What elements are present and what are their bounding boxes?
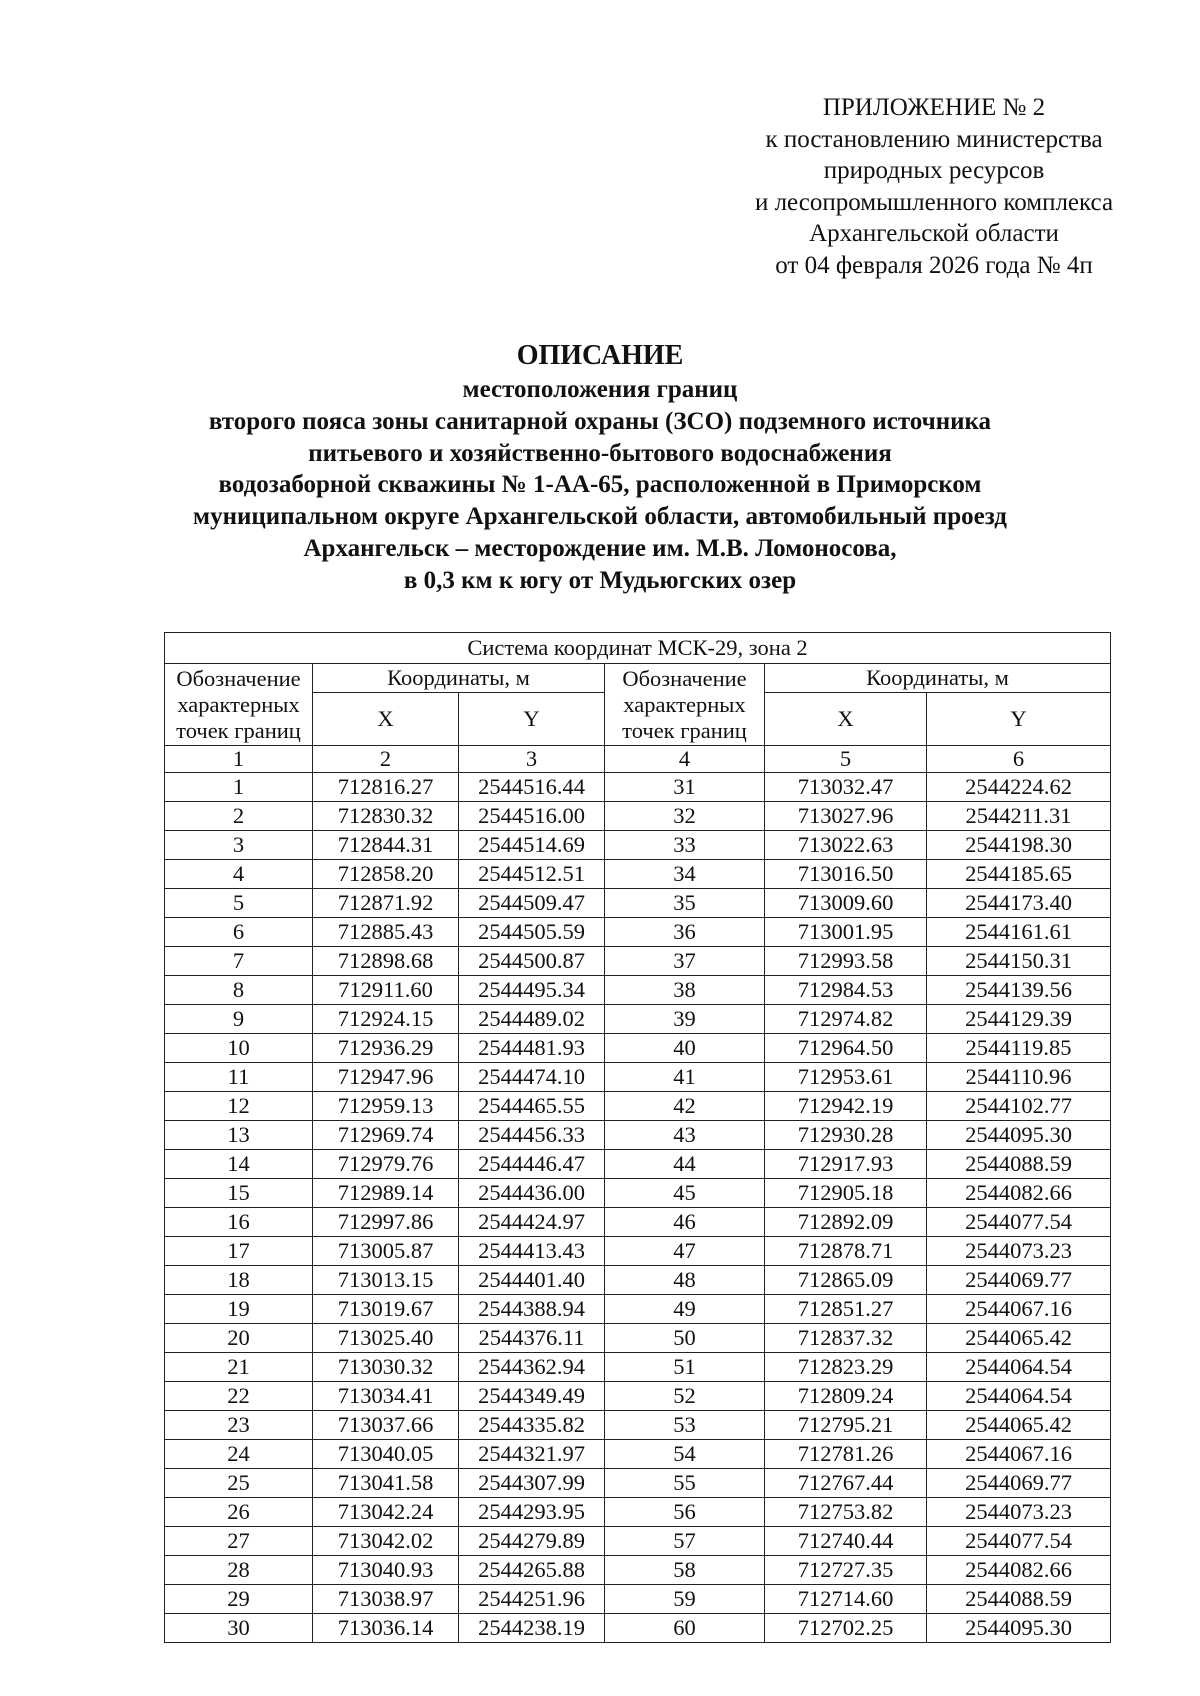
x-coordinate-cell: 712911.60 <box>313 976 459 1005</box>
point-id-cell: 11 <box>165 1063 313 1092</box>
y-coordinate-cell: 2544065.42 <box>927 1411 1111 1440</box>
title-line: питьевого и хозяйственно-бытового водоснабжения <box>308 439 892 467</box>
point-id-cell: 32 <box>605 802 765 831</box>
x-coordinate-cell: 712727.35 <box>765 1556 927 1585</box>
point-id-cell: 41 <box>605 1063 765 1092</box>
point-id-cell: 59 <box>605 1585 765 1614</box>
column-number: 3 <box>459 746 605 773</box>
x-coordinate-cell: 712781.26 <box>765 1440 927 1469</box>
appendix-line: Архангельской области <box>809 220 1059 248</box>
point-id-cell: 7 <box>165 947 313 976</box>
point-id-cell: 6 <box>165 918 313 947</box>
title-line: муниципальном округе Архангельской области, автомобильный проезд <box>193 503 1007 531</box>
x-coordinate-cell: 712898.68 <box>313 947 459 976</box>
point-id-cell: 48 <box>605 1266 765 1295</box>
table-row <box>165 1295 1111 1324</box>
point-id-cell: 57 <box>605 1527 765 1556</box>
point-id-cell: 40 <box>605 1034 765 1063</box>
y-coordinate-cell: 2544064.54 <box>927 1353 1111 1382</box>
column-number: 4 <box>605 746 765 773</box>
x-coordinate-cell: 712905.18 <box>765 1179 927 1208</box>
point-id-cell: 2 <box>165 802 313 831</box>
x-coordinate-cell: 713025.40 <box>313 1324 459 1353</box>
x-coordinate-cell: 713037.66 <box>313 1411 459 1440</box>
x-coordinate-cell: 712936.29 <box>313 1034 459 1063</box>
appendix-header <box>700 92 1168 282</box>
y-coordinate-cell: 2544069.77 <box>927 1266 1111 1295</box>
x-coordinate-cell: 712816.27 <box>313 773 459 802</box>
table-row <box>165 918 1111 947</box>
x-coordinate-cell: 712930.28 <box>765 1121 927 1150</box>
point-id-cell: 12 <box>165 1092 313 1121</box>
x-coordinate-cell: 713040.05 <box>313 1440 459 1469</box>
y-coordinate-cell: 2544185.65 <box>927 860 1111 889</box>
point-id-cell: 21 <box>165 1353 313 1382</box>
point-id-cell: 23 <box>165 1411 313 1440</box>
table-row <box>165 1411 1111 1440</box>
y-coordinate-cell: 2544265.88 <box>459 1556 605 1585</box>
point-id-cell: 9 <box>165 1005 313 1034</box>
y-coordinate-cell: 2544067.16 <box>927 1440 1111 1469</box>
point-id-cell: 25 <box>165 1469 313 1498</box>
x-coordinate-cell: 713034.41 <box>313 1382 459 1411</box>
point-id-cell: 55 <box>605 1469 765 1498</box>
table-row <box>165 1324 1111 1353</box>
y-coordinate-cell: 2544161.61 <box>927 918 1111 947</box>
point-id-cell: 5 <box>165 889 313 918</box>
point-id-cell: 30 <box>165 1614 313 1643</box>
y-coordinate-cell: 2544474.10 <box>459 1063 605 1092</box>
x-coordinate-cell: 712892.09 <box>765 1208 927 1237</box>
point-id-cell: 1 <box>165 773 313 802</box>
table-row <box>165 947 1111 976</box>
y-coordinate-cell: 2544095.30 <box>927 1121 1111 1150</box>
point-id-cell: 22 <box>165 1382 313 1411</box>
point-id-cell: 50 <box>605 1324 765 1353</box>
y-coordinate-cell: 2544129.39 <box>927 1005 1111 1034</box>
column-number: 6 <box>927 746 1111 773</box>
point-id-cell: 54 <box>605 1440 765 1469</box>
title-line: в 0,3 км к югу от Мудьюгских озер <box>403 566 797 594</box>
y-coordinate-cell: 2544073.23 <box>927 1498 1111 1527</box>
point-id-cell: 17 <box>165 1237 313 1266</box>
point-id-cell: 4 <box>165 860 313 889</box>
title-heading: ОПИСАНИЕ <box>516 340 684 371</box>
column-number: 1 <box>165 746 313 773</box>
coords-header: Координаты, м <box>765 664 1111 693</box>
y-coordinate-cell: 2544456.33 <box>459 1121 605 1150</box>
table-row <box>165 831 1111 860</box>
x-coordinate-cell: 712767.44 <box>765 1469 927 1498</box>
y-coordinate-cell: 2544465.55 <box>459 1092 605 1121</box>
table-row <box>165 1440 1111 1469</box>
y-coordinate-cell: 2544307.99 <box>459 1469 605 1498</box>
table-row <box>165 1498 1111 1527</box>
appendix-line: природных ресурсов <box>823 157 1045 185</box>
y-coordinate-cell: 2544401.40 <box>459 1266 605 1295</box>
y-coordinate-cell: 2544119.85 <box>927 1034 1111 1063</box>
y-coordinate-cell: 2544321.97 <box>459 1440 605 1469</box>
y-coordinate-cell: 2544077.54 <box>927 1527 1111 1556</box>
point-label-header: Обозначение характерных точек границ <box>165 664 313 746</box>
x-coordinate-cell: 712714.60 <box>765 1585 927 1614</box>
x-coordinate-cell: 712871.92 <box>313 889 459 918</box>
y-coordinate-cell: 2544495.34 <box>459 976 605 1005</box>
x-coordinate-cell: 712844.31 <box>313 831 459 860</box>
y-coordinate-cell: 2544082.66 <box>927 1179 1111 1208</box>
y-coordinate-cell: 2544198.30 <box>927 831 1111 860</box>
x-coordinate-cell: 712997.86 <box>313 1208 459 1237</box>
y-coordinate-cell: 2544279.89 <box>459 1527 605 1556</box>
y-coordinate-cell: 2544150.31 <box>927 947 1111 976</box>
x-coordinate-cell: 713009.60 <box>765 889 927 918</box>
y-coordinate-cell: 2544388.94 <box>459 1295 605 1324</box>
point-label-header: Обозначение характерных точек границ <box>605 664 765 746</box>
x-coordinate-cell: 712858.20 <box>313 860 459 889</box>
x-coordinate-cell: 713001.95 <box>765 918 927 947</box>
y-coordinate-cell: 2544088.59 <box>927 1150 1111 1179</box>
table-row <box>165 1150 1111 1179</box>
x-coordinate-cell: 712993.58 <box>765 947 927 976</box>
y-coordinate-cell: 2544362.94 <box>459 1353 605 1382</box>
table-row <box>165 1092 1111 1121</box>
y-coordinate-cell: 2544436.00 <box>459 1179 605 1208</box>
point-id-cell: 39 <box>605 1005 765 1034</box>
y-coordinate-cell: 2544139.56 <box>927 976 1111 1005</box>
x-coordinate-cell: 712740.44 <box>765 1527 927 1556</box>
x-coordinate-cell: 713042.24 <box>313 1498 459 1527</box>
y-coordinate-cell: 2544077.54 <box>927 1208 1111 1237</box>
appendix-number: ПРИЛОЖЕНИЕ № 2 <box>822 94 1046 121</box>
coords-header: Координаты, м <box>313 664 605 693</box>
point-id-cell: 49 <box>605 1295 765 1324</box>
x-coordinate-cell: 712878.71 <box>765 1237 927 1266</box>
y-coordinate-cell: 2544251.96 <box>459 1585 605 1614</box>
title-line: Архангельск – месторождение им. М.В. Ломоносова, <box>303 534 897 562</box>
coordinate-system-cell: Система координат МСК-29, зона 2 <box>165 633 1111 664</box>
x-coordinate-cell: 713032.47 <box>765 773 927 802</box>
point-id-cell: 19 <box>165 1295 313 1324</box>
x-coordinate-cell: 713005.87 <box>313 1237 459 1266</box>
y-coordinate-cell: 2544088.59 <box>927 1585 1111 1614</box>
x-coordinate-cell: 713042.02 <box>313 1527 459 1556</box>
x-coordinate-cell: 713019.67 <box>313 1295 459 1324</box>
y-coordinate-cell: 2544073.23 <box>927 1237 1111 1266</box>
y-coordinate-cell: 2544293.95 <box>459 1498 605 1527</box>
y-coordinate-cell: 2544082.66 <box>927 1556 1111 1585</box>
table-row <box>165 1556 1111 1585</box>
x-coordinate-cell: 713040.93 <box>313 1556 459 1585</box>
table-system-row <box>165 633 1111 664</box>
point-id-cell: 36 <box>605 918 765 947</box>
table-row <box>165 1179 1111 1208</box>
y-header: Y <box>459 693 605 746</box>
x-coordinate-cell: 712984.53 <box>765 976 927 1005</box>
point-id-cell: 35 <box>605 889 765 918</box>
y-coordinate-cell: 2544516.00 <box>459 802 605 831</box>
appendix-line: и лесопромышленного комплекса <box>754 188 1114 216</box>
y-coordinate-cell: 2544376.11 <box>459 1324 605 1353</box>
point-id-cell: 46 <box>605 1208 765 1237</box>
column-number: 5 <box>765 746 927 773</box>
point-id-cell: 42 <box>605 1092 765 1121</box>
point-id-cell: 53 <box>605 1411 765 1440</box>
point-id-cell: 3 <box>165 831 313 860</box>
y-coordinate-cell: 2544065.42 <box>927 1324 1111 1353</box>
point-id-cell: 56 <box>605 1498 765 1527</box>
table-row <box>165 1121 1111 1150</box>
table-row <box>165 976 1111 1005</box>
x-coordinate-cell: 712979.76 <box>313 1150 459 1179</box>
x-coordinate-cell: 713036.14 <box>313 1614 459 1643</box>
y-coordinate-cell: 2544446.47 <box>459 1150 605 1179</box>
y-coordinate-cell: 2544349.49 <box>459 1382 605 1411</box>
x-coordinate-cell: 712837.32 <box>765 1324 927 1353</box>
y-coordinate-cell: 2544489.02 <box>459 1005 605 1034</box>
point-id-cell: 14 <box>165 1150 313 1179</box>
point-id-cell: 13 <box>165 1121 313 1150</box>
x-coordinate-cell: 713030.32 <box>313 1353 459 1382</box>
table-row <box>165 1382 1111 1411</box>
y-header: Y <box>927 693 1111 746</box>
table-row <box>165 1614 1111 1643</box>
point-id-cell: 60 <box>605 1614 765 1643</box>
y-coordinate-cell: 2544067.16 <box>927 1295 1111 1324</box>
coordinates-table <box>164 632 1111 1643</box>
y-coordinate-cell: 2544500.87 <box>459 947 605 976</box>
x-coordinate-cell: 712795.21 <box>765 1411 927 1440</box>
x-coordinate-cell: 712830.32 <box>313 802 459 831</box>
x-coordinate-cell: 712989.14 <box>313 1179 459 1208</box>
point-id-cell: 27 <box>165 1527 313 1556</box>
y-coordinate-cell: 2544424.97 <box>459 1208 605 1237</box>
table-row <box>165 1469 1111 1498</box>
x-coordinate-cell: 713016.50 <box>765 860 927 889</box>
x-coordinate-cell: 712809.24 <box>765 1382 927 1411</box>
x-coordinate-cell: 712823.29 <box>765 1353 927 1382</box>
point-id-cell: 28 <box>165 1556 313 1585</box>
table-row <box>165 860 1111 889</box>
point-id-cell: 20 <box>165 1324 313 1353</box>
x-coordinate-cell: 712865.09 <box>765 1266 927 1295</box>
x-coordinate-cell: 713038.97 <box>313 1585 459 1614</box>
y-coordinate-cell: 2544110.96 <box>927 1063 1111 1092</box>
point-id-cell: 51 <box>605 1353 765 1382</box>
table-row <box>165 1208 1111 1237</box>
y-coordinate-cell: 2544505.59 <box>459 918 605 947</box>
y-coordinate-cell: 2544064.54 <box>927 1382 1111 1411</box>
point-id-cell: 52 <box>605 1382 765 1411</box>
point-id-cell: 24 <box>165 1440 313 1469</box>
table-row <box>165 1353 1111 1382</box>
point-id-cell: 34 <box>605 860 765 889</box>
x-coordinate-cell: 712947.96 <box>313 1063 459 1092</box>
title-line: второго пояса зоны санитарной охраны (ЗСО) подземного источника <box>208 407 992 435</box>
point-id-cell: 43 <box>605 1121 765 1150</box>
title-line: водозаборной скважины № 1-АА-65, расположенной в Приморском <box>218 471 982 499</box>
table-row <box>165 1527 1111 1556</box>
table-row <box>165 1034 1111 1063</box>
x-coordinate-cell: 712959.13 <box>313 1092 459 1121</box>
column-number-row <box>165 746 1111 773</box>
y-coordinate-cell: 2544516.44 <box>459 773 605 802</box>
point-id-cell: 44 <box>605 1150 765 1179</box>
y-coordinate-cell: 2544413.43 <box>459 1237 605 1266</box>
x-coordinate-cell: 712851.27 <box>765 1295 927 1324</box>
point-id-cell: 45 <box>605 1179 765 1208</box>
x-coordinate-cell: 712969.74 <box>313 1121 459 1150</box>
point-id-cell: 29 <box>165 1585 313 1614</box>
y-coordinate-cell: 2544211.31 <box>927 802 1111 831</box>
point-id-cell: 26 <box>165 1498 313 1527</box>
y-coordinate-cell: 2544238.19 <box>459 1614 605 1643</box>
table-row <box>165 1063 1111 1092</box>
point-id-cell: 47 <box>605 1237 765 1266</box>
table-row <box>165 889 1111 918</box>
table-row <box>165 1005 1111 1034</box>
point-id-cell: 37 <box>605 947 765 976</box>
y-coordinate-cell: 2544095.30 <box>927 1614 1111 1643</box>
appendix-date: от 04 февраля 2026 года № 4п <box>775 251 1093 279</box>
x-header: X <box>765 693 927 746</box>
x-coordinate-cell: 712753.82 <box>765 1498 927 1527</box>
point-id-cell: 31 <box>605 773 765 802</box>
x-coordinate-cell: 712885.43 <box>313 918 459 947</box>
x-coordinate-cell: 713041.58 <box>313 1469 459 1498</box>
point-id-cell: 58 <box>605 1556 765 1585</box>
point-id-cell: 33 <box>605 831 765 860</box>
table-row <box>165 773 1111 802</box>
x-coordinate-cell: 713013.15 <box>313 1266 459 1295</box>
x-coordinate-cell: 712942.19 <box>765 1092 927 1121</box>
x-coordinate-cell: 713022.63 <box>765 831 927 860</box>
y-coordinate-cell: 2544173.40 <box>927 889 1111 918</box>
table-header-row <box>165 664 1111 693</box>
point-id-cell: 10 <box>165 1034 313 1063</box>
y-coordinate-cell: 2544481.93 <box>459 1034 605 1063</box>
point-id-cell: 38 <box>605 976 765 1005</box>
table-row <box>165 802 1111 831</box>
column-number: 2 <box>313 746 459 773</box>
y-coordinate-cell: 2544509.47 <box>459 889 605 918</box>
point-id-cell: 8 <box>165 976 313 1005</box>
point-id-cell: 16 <box>165 1208 313 1237</box>
x-coordinate-cell: 712974.82 <box>765 1005 927 1034</box>
point-id-cell: 18 <box>165 1266 313 1295</box>
x-header: X <box>313 693 459 746</box>
y-coordinate-cell: 2544102.77 <box>927 1092 1111 1121</box>
document-title <box>0 340 1200 597</box>
y-coordinate-cell: 2544514.69 <box>459 831 605 860</box>
x-coordinate-cell: 712924.15 <box>313 1005 459 1034</box>
table-row <box>165 1585 1111 1614</box>
point-id-cell: 15 <box>165 1179 313 1208</box>
x-coordinate-cell: 713027.96 <box>765 802 927 831</box>
y-coordinate-cell: 2544512.51 <box>459 860 605 889</box>
table-row <box>165 1266 1111 1295</box>
title-line: местоположения границ <box>462 376 738 403</box>
x-coordinate-cell: 712702.25 <box>765 1614 927 1643</box>
y-coordinate-cell: 2544335.82 <box>459 1411 605 1440</box>
y-coordinate-cell: 2544224.62 <box>927 773 1111 802</box>
x-coordinate-cell: 712964.50 <box>765 1034 927 1063</box>
table-row <box>165 1237 1111 1266</box>
x-coordinate-cell: 712953.61 <box>765 1063 927 1092</box>
x-coordinate-cell: 712917.93 <box>765 1150 927 1179</box>
y-coordinate-cell: 2544069.77 <box>927 1469 1111 1498</box>
appendix-line: к постановлению министерства <box>765 125 1103 153</box>
